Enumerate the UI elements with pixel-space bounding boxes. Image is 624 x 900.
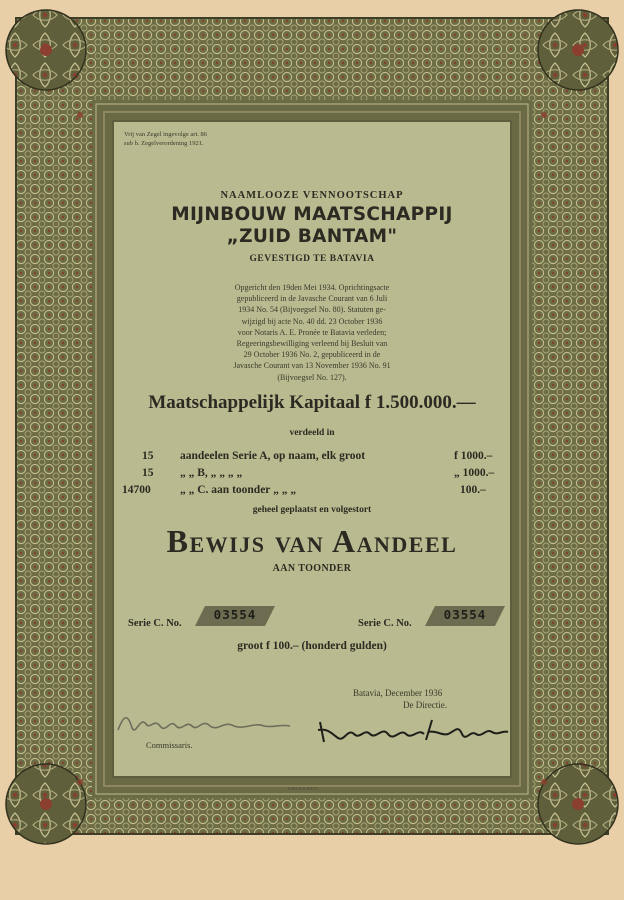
company-name-line2: „ZUID BANTAM" [226, 226, 398, 247]
certificate-title: Bewijs van Aandeel [166, 523, 458, 559]
company-seat: GEVESTIGD TE BATAVIA [249, 254, 375, 264]
fully-paid-note: geheel geplaatst en volgestort [252, 505, 372, 515]
founding-line: Opgericht den 19den Mei 1934. Oprichtingsacte [234, 283, 390, 292]
founding-line: gepubliceerd in de Javasche Courant van 6 Juli [236, 294, 388, 304]
series-amount: „ 1000.– [454, 467, 495, 479]
founding-line: wijzigd bij acte No. 40 dd. 23 October 1936 [241, 316, 383, 326]
founding-line: 29 October 1936 No. 2, gepubliceerd in de [243, 350, 381, 360]
founding-text [214, 282, 410, 383]
series-amount: f 1000.– [454, 450, 493, 462]
serial-label-right: Serie C. No. [358, 618, 412, 629]
founding-line: 1934 No. 54 (Bijvoegsel No. 80). Statuten ge- [238, 305, 386, 315]
denomination: groot f 100.– (honderd gulden) [237, 640, 387, 652]
series-amount: 100.– [460, 484, 486, 496]
company-name-line1: MIJNBOUW MAATSCHAPPIJ [171, 204, 453, 225]
commissioner-signature [114, 706, 294, 740]
board-label: De Directie. [403, 700, 447, 710]
series-description: „ „ B, „ „ „ „ [180, 467, 243, 479]
founding-line: (Bijvoegsel No. 127). [277, 372, 347, 382]
stamp-exemption-note [124, 130, 274, 148]
series-count: 15 [142, 467, 154, 479]
share-series-row [0, 467, 624, 485]
founding-line: Regeeringsbewilliging verleend bij Besluit van [236, 339, 388, 349]
serial-label-left: Serie C. No. [128, 618, 182, 629]
series-count: 15 [142, 450, 154, 462]
stamp-note-line: sub b. Zegelverordening 1921. [124, 140, 204, 147]
company-type: NAAMLOOZE VENNOOTSCHAP [220, 190, 404, 201]
serial-number: 03554 [213, 607, 257, 622]
stamp-note-line: Vrij van Zegel ingevolge art. 86 [124, 131, 207, 138]
divided-into: verdeeld in [289, 428, 335, 438]
director-signature [314, 712, 514, 750]
commissioners-label: Commissaris. [146, 740, 193, 750]
founding-line: voor Notaris A. E. Pronée te Batavia verleden; [237, 327, 387, 337]
place-date: Batavia, December 1936 [353, 688, 443, 698]
printer-mark: DRUKKERIJ [288, 786, 318, 791]
bearer-label: AAN TOONDER [272, 563, 352, 574]
series-description: aandeelen Serie A, op naam, elk groot [180, 450, 366, 462]
share-series-row [0, 484, 624, 502]
series-count: 14700 [122, 484, 151, 496]
serial-number-box-right [425, 606, 505, 626]
founding-line: Javasche Courant van 13 November 1936 No. 91 [233, 361, 391, 371]
series-description: „ „ C. aan toonder „ „ „ [180, 484, 297, 496]
authorized-capital: Maatschappelijk Kapitaal f 1.500.000.— [148, 392, 476, 413]
share-series-row [0, 450, 624, 468]
serial-number: 03554 [443, 607, 487, 622]
serial-number-box-left [195, 606, 275, 626]
